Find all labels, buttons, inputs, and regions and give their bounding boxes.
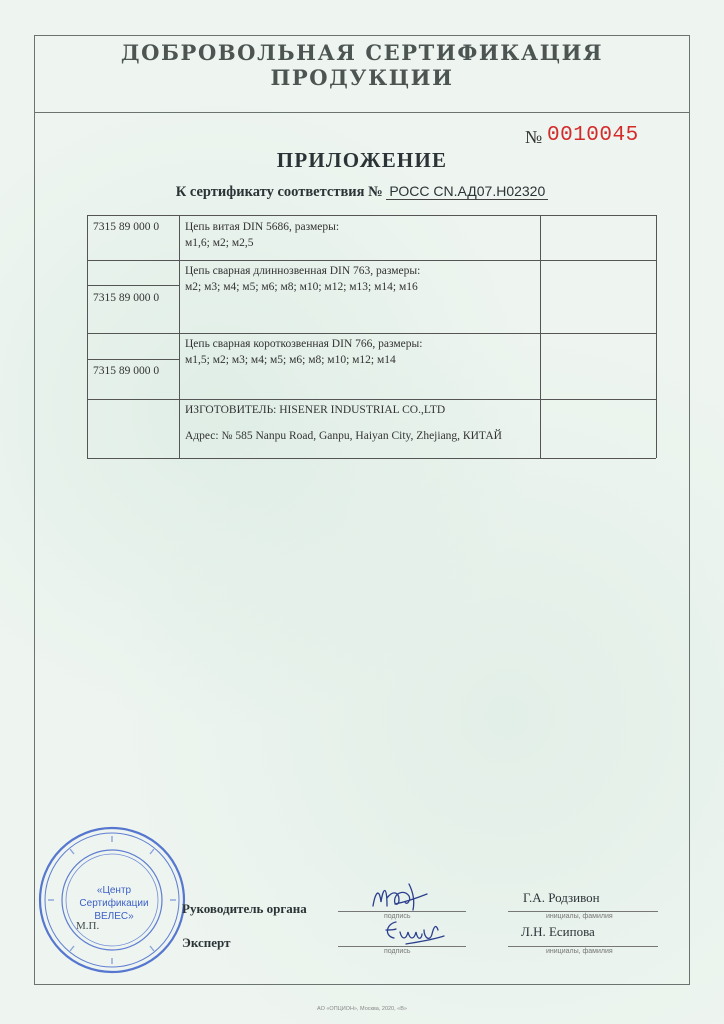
table-border-left xyxy=(87,215,88,458)
table-cell-code: 7315 89 000 0 xyxy=(93,365,160,377)
head-name-caption: инициалы, фамилия xyxy=(546,913,613,920)
head-name-line xyxy=(508,911,658,912)
table-cell-code: 7315 89 000 0 xyxy=(93,221,160,233)
expert-signature xyxy=(376,914,451,950)
table-border-bottom xyxy=(87,458,656,459)
header-title: ДОБРОВОЛЬНАЯ СЕРТИФИКАЦИЯ ПРОДУКЦИИ xyxy=(120,40,604,90)
table-row-divider xyxy=(87,333,656,334)
table-border-right xyxy=(656,215,657,458)
expert-name-caption: инициалы, фамилия xyxy=(546,948,613,955)
table-cell-sizes: м1,6; м2; м2,5 xyxy=(185,237,254,249)
expert-name-line xyxy=(508,946,658,947)
table-cell-description: Цепь витая DIN 5686, размеры: xyxy=(185,221,340,233)
product-table xyxy=(87,215,656,458)
stamp-text: ВЕЛЕС» xyxy=(94,911,134,922)
expert-label: Эксперт xyxy=(182,935,231,950)
expert-sign-caption: подпись xyxy=(384,948,411,955)
page-title: ПРИЛОЖЕНИЕ xyxy=(276,148,448,172)
manufacturer-address: Адрес: № 585 Nanpu Road, Ganpu, Haiyan City, Zhejiang, КИТАЙ xyxy=(185,430,502,442)
table-border-top xyxy=(87,215,656,216)
table-row-divider xyxy=(87,399,656,400)
table-code-subdivider xyxy=(87,285,179,286)
head-sign-caption: подпись xyxy=(384,913,411,920)
head-label: Руководитель органа xyxy=(182,901,307,916)
manufacturer: ИЗГОТОВИТЕЛЬ: HISENER INDUSTRIAL CO.,LTD xyxy=(185,404,446,416)
table-cell-sizes: м1,5; м2; м3; м4; м5; м6; м8; м10; м12; м14 xyxy=(185,354,396,366)
certificate-label: К сертификату соответствия № xyxy=(175,184,383,200)
table-col-divider-1 xyxy=(179,215,180,458)
table-cell-code: 7315 89 000 0 xyxy=(93,292,160,304)
certificate-line xyxy=(34,183,690,201)
mp-label: М.П. xyxy=(76,920,100,932)
number-sign: № xyxy=(525,127,543,147)
table-row-divider xyxy=(87,260,656,261)
expert-name: Л.Н. Есипова xyxy=(521,924,595,939)
stamp-text: «Центр xyxy=(96,885,132,896)
stamp-text: Сертификации xyxy=(79,898,149,909)
table-col-divider-2 xyxy=(540,215,541,458)
table-code-subdivider xyxy=(87,359,179,360)
form-number: 0010045 xyxy=(547,124,639,147)
table-cell-sizes: м2; м3; м4; м5; м6; м8; м10; м12; м13; м14; м16 xyxy=(185,281,418,293)
table-cell-description: Цепь сварная длиннозвенная DIN 763, размеры: xyxy=(185,265,421,277)
head-name: Г.А. Родзивон xyxy=(523,890,600,905)
head-signature xyxy=(365,876,435,916)
certificate-number: РОСС CN.АД07.Н02320 xyxy=(386,183,548,200)
table-cell-description: Цепь сварная короткозвенная DIN 766, размеры: xyxy=(185,338,423,350)
stamp-seal xyxy=(36,825,188,975)
printer-footer: АО «ОПЦИОН», Москва, 2020, «В» xyxy=(317,1006,407,1012)
